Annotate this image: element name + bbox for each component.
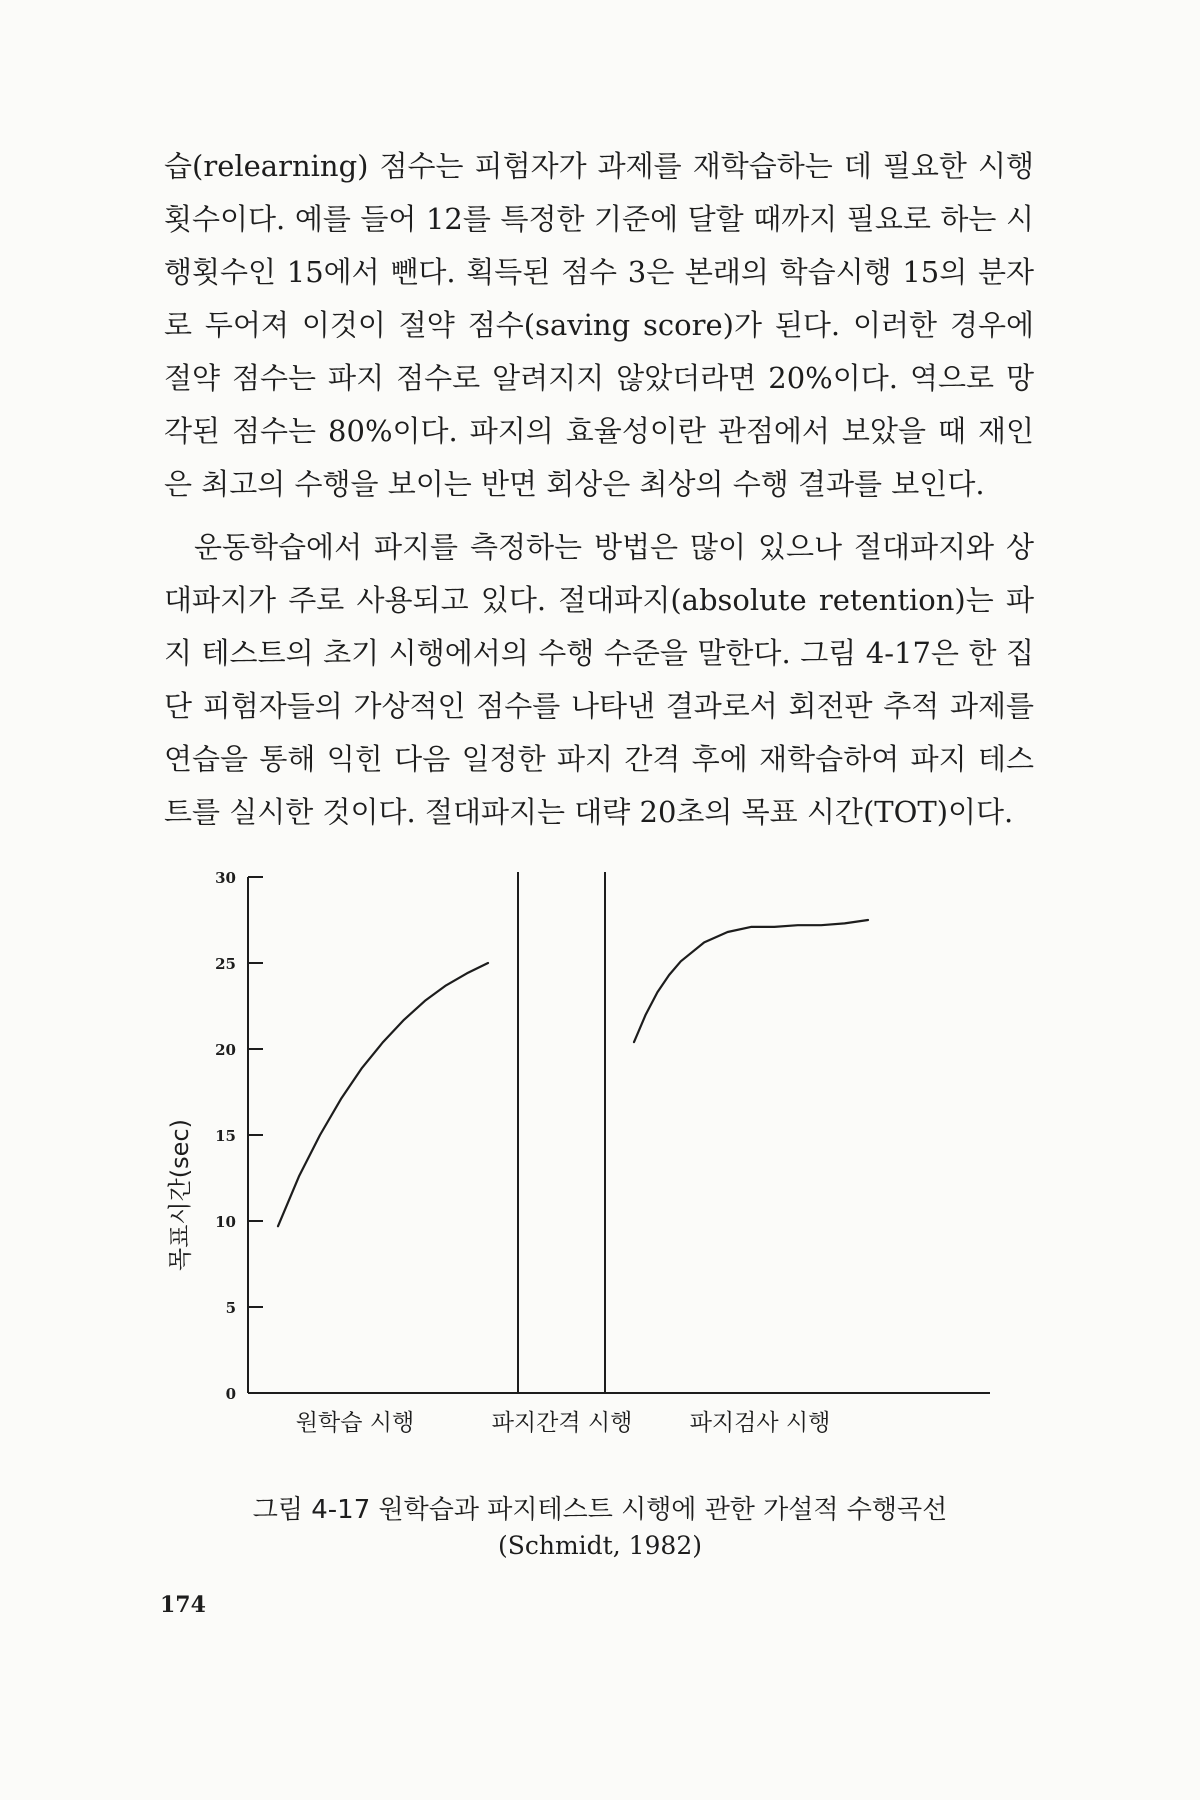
x-segment-label: 파지간격 시행 [491, 1410, 633, 1436]
paragraph-2: 운동학습에서 파지를 측정하는 방법은 많이 있으나 절대파지와 상대파지가 주로 사용되고 있다. 절대파지(absolute retention)는 파지 테스트의 초기 시행에서의 수행 수준을 말한다. 그림 4-17은 한 집단 피험자들의 가상적인 점수를 나타낸 결과로서 회전판 추적 과제를 연습을 통해 익힌 다음 일정한 파지 간격 후에 재학습하여 파지 테스트를 실시한 것이다. 절대파지는 대략 20초의 목표 시간(TOT)이다. [164, 530, 1034, 829]
caption-source: (Schmidt, 1982) [497, 1531, 702, 1560]
y-tick-label: 15 [215, 1127, 236, 1145]
body-text [164, 140, 1034, 839]
paragraph-1: 습(relearning) 점수는 피험자가 과제를 재학습하는 데 필요한 시행 횟수이다. 예를 들어 12를 특정한 기준에 달할 때까지 필요로 하는 시행횟수인 15에서 뺀다. 획득된 점수 3은 본래의 학습시행 15의 분자로 두어져 이것이 절약 점수(saving score)가 된다. 이러한 경우에 절약 점수는 파지 점수로 알려지지 않았더라면 20%이다. 역으로 망각된 점수는 80%이다. 파지의 효율성이란 관점에서 보았을 때 재인은 최고의 수행을 보이는 반면 회상은 최상의 수행 결과를 보인다. [164, 149, 1034, 501]
y-tick-label: 0 [225, 1385, 236, 1403]
figure-4-17 [150, 860, 1050, 1580]
y-tick-label: 25 [215, 955, 236, 973]
y-axis-label: 목표시간(sec) [166, 1119, 194, 1271]
y-tick-label: 30 [215, 869, 236, 887]
body-paragraphs [164, 140, 1034, 839]
y-tick-label: 5 [225, 1299, 236, 1317]
caption-title: 그림 4-17 원학습과 파지테스트 시행에 관한 가설적 수행곡선 [252, 1495, 948, 1525]
retention-test-curve [634, 920, 868, 1042]
x-segment-label: 파지검사 시행 [689, 1410, 831, 1436]
performance-curve-chart [150, 860, 1050, 1490]
y-tick-label: 10 [215, 1213, 236, 1231]
figure-caption [150, 1492, 1050, 1564]
original-learning-curve [278, 963, 488, 1226]
page-number: 174 [160, 1592, 206, 1618]
y-tick-label: 20 [215, 1041, 236, 1059]
x-segment-label: 원학습 시행 [295, 1410, 415, 1436]
